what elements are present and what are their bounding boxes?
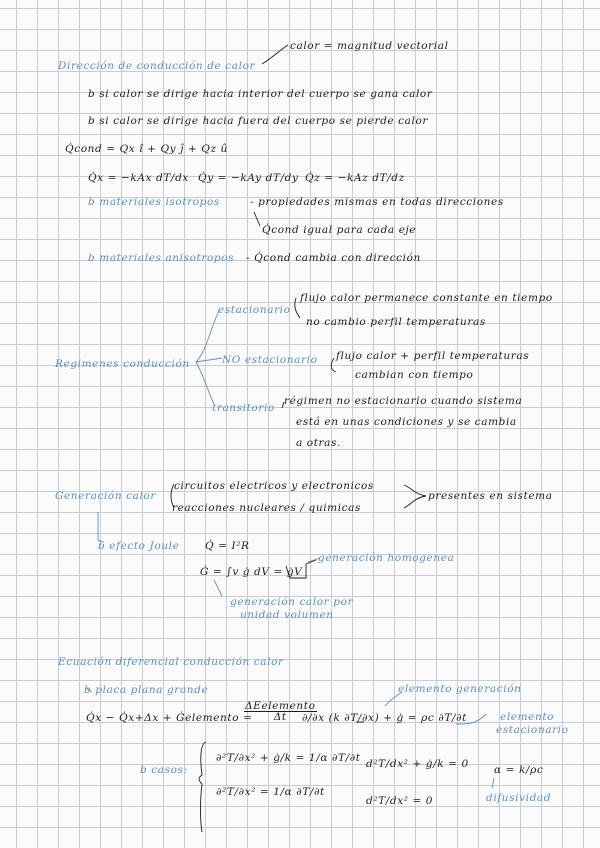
s4-title: Ecuación diferencial conducción calor xyxy=(58,656,284,668)
s3-presentes: presentes en sistema xyxy=(428,490,553,502)
s4-elem-gen: elemento generación xyxy=(398,683,522,695)
s3-gen-unit2: unidad volumen xyxy=(240,609,334,621)
s1-title: Dirección de conducción de calor xyxy=(58,60,256,72)
s4-case4: d²T/dx² = 0 xyxy=(366,795,434,807)
s1-note: calor = magnitud vectorial xyxy=(290,40,449,52)
s2-tree-top xyxy=(196,308,220,362)
s1-qz: Q̇z = −kAz dT/dz xyxy=(305,172,405,184)
s2-est-desc2: no cambio perfil temperaturas xyxy=(306,316,486,328)
s3-gen-unit1: generación calor por xyxy=(230,596,354,608)
s3-bracket-right xyxy=(404,485,426,508)
s2-trans-desc1: régimen no estacionario cuando sistema xyxy=(284,395,523,407)
s1-iso-hook xyxy=(254,212,260,226)
s2-transitorio: transitorio xyxy=(212,402,275,414)
s3-joule-eq: Q̇ = I²R xyxy=(205,540,250,552)
s4-elem-est1: elemento xyxy=(500,711,555,723)
s4-brace xyxy=(199,742,206,832)
s4-difusividad: difusividad xyxy=(486,792,552,804)
s4-eq-frac-num: ΔEelemento xyxy=(245,700,316,712)
s4-case2: ∂²T/∂x² = 1/α ∂T/∂t xyxy=(216,786,325,798)
s1-line2: b si calor se dirige hacia fuera del cuerpo se pierde calor xyxy=(88,115,428,127)
s4-case3: d²T/dx² + ġ/k = 0 xyxy=(366,758,469,770)
s1-qx: Q̇x = −kAx dT/dx xyxy=(88,172,189,184)
s4-eq-left: Q̇x − Q̇x+Δx + Ġelemento = xyxy=(86,712,253,724)
s4-case1: ∂²T/∂x² + ġ/k = 1/α ∂T/∂t xyxy=(216,752,361,764)
s3-gen-eq: Ġ = ∫v ġ dV = ġV xyxy=(200,566,303,578)
s1-aniso-desc: - Q̇cond cambia con dirección xyxy=(246,252,421,264)
s3-cause1: circuitos electricos y electronicos xyxy=(174,480,374,492)
s4-placa: b placa plana grande xyxy=(84,684,209,696)
s2-trans-desc3: a otras. xyxy=(296,437,341,449)
s3-cause2: reacciones nucleares / quimicas xyxy=(172,502,361,514)
s4-alpha: α = k/ρc xyxy=(494,764,544,776)
s3-title: Generación calor xyxy=(55,490,156,502)
s4-elem-est2: estacionario xyxy=(496,724,569,736)
s1-iso-desc2: Q̇cond igual para cada eje xyxy=(262,224,417,236)
s2-no-est-desc2: cambian con tiempo xyxy=(355,369,474,381)
s3-joule: b efecto Joule xyxy=(98,540,180,552)
s4-difus-arrow xyxy=(492,778,494,788)
s2-tree-mid xyxy=(196,358,222,362)
s2-tree-bottom xyxy=(196,362,214,404)
s1-aniso-label: b materiales anisotropos xyxy=(88,252,235,264)
s1-qy: Q̇y = −kAy dT/dy xyxy=(198,172,299,184)
s2-est-desc1: flujo calor permanece constante en tiempo xyxy=(300,292,553,304)
s2-trans-desc2: está en unas condiciones y se cambia xyxy=(296,416,517,428)
s1-line1: b si calor se dirige hacia interior del cuerpo se gana calor xyxy=(88,88,433,100)
s4-eq-right: ∂/∂x (k ∂T/∂x) + ġ = ρc ∂T/∂t xyxy=(302,712,467,724)
s3-gen-homog: generación homogenea xyxy=(318,552,455,564)
s2-no-est-desc1: flujo calor + perfil temperaturas xyxy=(336,350,530,362)
s1-iso-desc1: - propiedades mismas en todas direcciones xyxy=(250,196,504,208)
s1-iso-label: b materiales isotropos xyxy=(88,196,220,208)
s3-unit-arrow xyxy=(214,580,222,596)
s2-no-estacionario: NO estacionario xyxy=(222,354,318,366)
s2-estacionario: estacionario xyxy=(218,304,291,316)
s2-title: Regimenes conducción xyxy=(55,358,190,370)
s4-casos: b casos: xyxy=(140,764,188,776)
s3-joule-hook xyxy=(98,512,104,542)
s1-note-connector xyxy=(262,45,288,64)
s1-qcond-vector: Q̇cond = Qx î + Qy ĵ + Qz û xyxy=(65,143,228,155)
s4-eq-frac-den: Δt xyxy=(273,711,287,723)
